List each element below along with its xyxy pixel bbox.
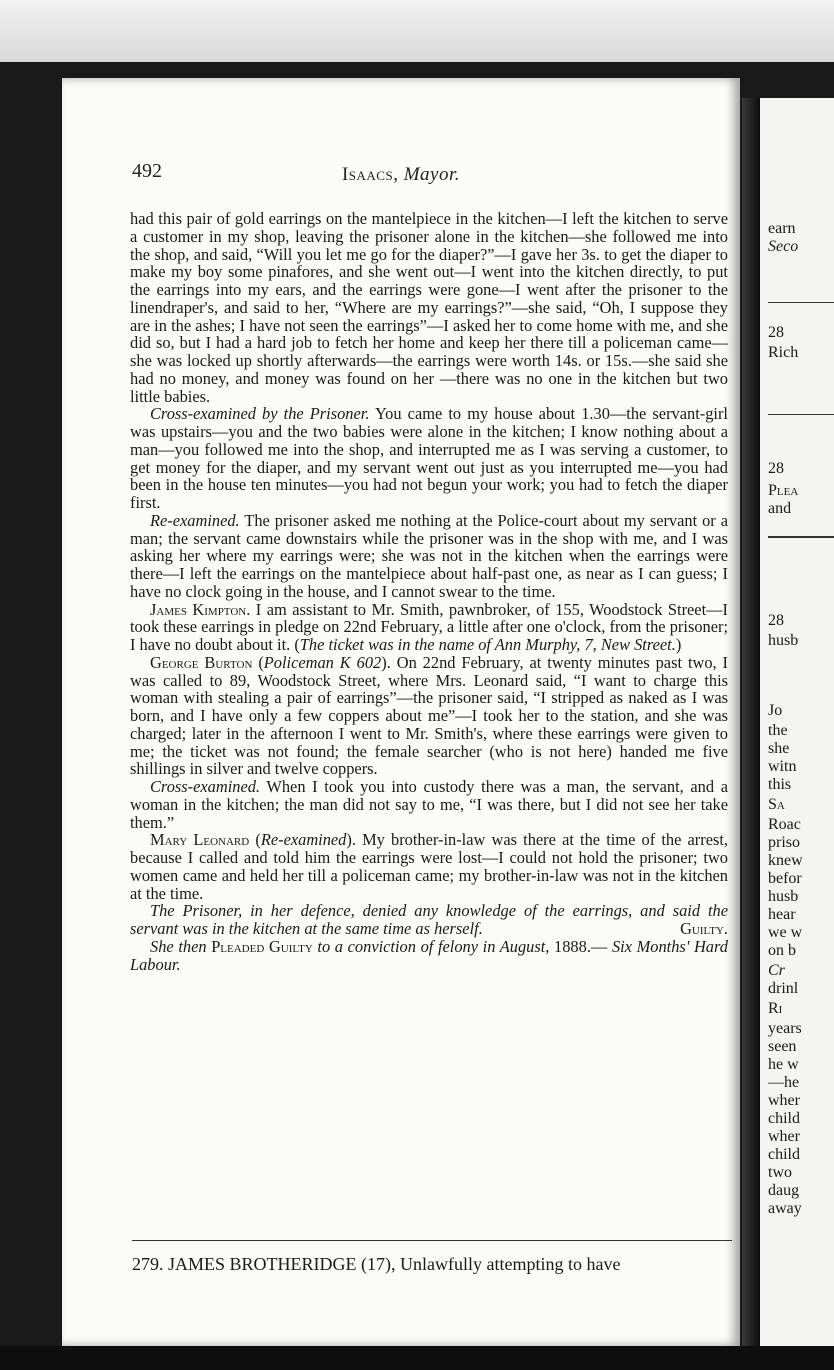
facing-text: he w [768,1056,799,1073]
facing-text: priso [768,834,800,851]
facing-text: seen [768,1038,797,1055]
facing-text: wher [768,1128,800,1145]
sentence-text: Six Months' Hard Labour. [130,936,728,974]
facing-text: on b [768,942,796,959]
page-number: 492 [132,160,162,182]
case-divider [132,1240,732,1241]
plea: Pleaded Guilty [211,936,313,956]
book-page [62,78,740,1346]
facing-text: Seco [768,238,799,255]
facing-text: Ri [768,1000,783,1017]
paragraph-cross-examined [130,778,728,831]
facing-rule [768,536,834,538]
editorial-note: The ticket was in the name of Ann Murphy, 7, New Street. [299,635,676,654]
defendant-age: (17), [361,1254,396,1274]
witness-role: Re-examined [260,830,347,850]
scanner-bottom-edge [0,1346,834,1370]
paragraph-1 [130,210,728,405]
running-head [62,164,740,186]
facing-text: Plea [768,482,799,499]
facing-text: daug [768,1182,800,1199]
facing-text: child [768,1110,800,1127]
section-label: Cross-examined. [150,777,261,796]
facing-rule [768,414,834,415]
paragraph-james-kimpton [130,601,728,654]
defendant-name: JAMES BROTHERIDGE [168,1254,357,1274]
facing-text: we w [768,924,803,941]
paragraph-mary-leonard [130,831,728,902]
facing-text: the [768,722,788,739]
facing-text: drinl [768,980,799,997]
facing-text: Sa [768,796,785,813]
verdict: Guilty. [680,919,728,938]
sentence-text: , 1888.— [545,936,608,956]
paragraph-sentence [130,938,728,974]
paragraph-text: ( [249,830,261,850]
facing-page-edge [760,98,834,1346]
facing-text: wher [768,1092,800,1109]
book-spine [742,98,760,1346]
page-body [130,210,728,973]
witness-name: James Kimpton. [150,599,251,619]
running-head-title: Mayor. [403,164,461,185]
facing-text: two [768,1164,792,1181]
facing-text: she [768,740,790,757]
facing-text: years [768,1020,802,1037]
witness-name: Mary Leonard [150,830,250,850]
witness-name: George Burton [150,652,253,672]
scanner-top-edge [0,0,834,62]
paragraph-text: ). On 22nd February, at twenty minutes past two, I was called to 89, Woodstock Street, where Mrs. Leonard said, “I want to charge this woman with stealing a pair of earrings”—the prisoner said, “I stripped as naked as I was born, and I have only a few coppers about me”—I took her to the station, and she was charged; later in the afternoon I went to Mr. Smith's, where these earrings were given to me; the ticket was not found; the female searcher (who is not here) handed me five shillings in silver and twelve coppers. [130,652,729,779]
facing-text: Jo [768,702,783,719]
facing-text: 28 [768,324,784,341]
paragraph-re-examined [130,512,728,601]
facing-text: this [768,776,792,793]
sentence-text: to a conviction of felony in [312,936,500,956]
facing-rule [768,302,834,303]
charge-text: Unlawfully attempting to have [400,1254,621,1274]
running-head-name: Isaacs, [341,164,399,185]
facing-text: befor [768,870,802,887]
facing-text: child [768,1146,800,1163]
paragraph-text: I am assistant to Mr. Smith, pawnbroker, of 155, Woodstock Street—I took these earrings in pledge on 22nd February, a little after one o'clock, from the prisoner; I have no doubt about it. ( [130,599,728,654]
sentence-text: August [499,936,546,956]
facing-text: hear [768,906,796,923]
facing-text: knew [768,852,803,869]
paragraph-text: The prisoner asked me nothing at the Police-court about my servant or a man; the servant came downstairs while the prisoner was in the shop with me, and I was asking her where my earrings were; she was not in the kitchen when the earrings were there—I left the earrings on the mantelpiece about half-past one, as near as I can guess; I have no clock going in the house, and I cannot swear to the time. [130,510,728,601]
facing-text: 28 [768,612,784,629]
paragraph-text: ) [675,635,682,654]
paragraph-defence [130,902,728,938]
facing-text: —he [768,1074,800,1091]
paragraph-text: had this pair of gold earrings on the mantelpiece in the kitchen—I left the kitchen to serve a customer in my shop, leaving the prisoner alone in the kitchen—she followed me into the shop, and said, “Will you let me go for the diaper?”—I gave her 3s. to get the diaper to make my boy some pinafores, and she went out—I went into the kitchen directly, to put the earrings into my ears, and the earrings were gone—I went after the prisoner to the linendraper's, and said to her, “Where are my earrings?”—she said, “Oh, I suppose they are in the ashes; I have not seen the earrings”—I asked her to come home with me, and she did so, but I had a hard job to fetch her home and keep her there till a policeman came—she was locked up shortly afterwards—the earrings were worth 14s. or 15s.—she said she had no money, and money was found on her —there was no one in the kitchen but two little babies. [130,209,728,406]
paragraph-george-burton [130,654,728,778]
paragraph-cross-examined-prisoner [130,405,728,512]
facing-text: Cr [768,962,785,979]
paragraph-text: When I took you into custody there was a man, the servant, and a woman in the kitchen; the man did not say to me, “I was there, but I did not see her take them.” [130,777,728,832]
facing-text: Rich [768,344,799,361]
case-number: 279. [132,1254,164,1274]
paragraph-text: ( [252,652,264,672]
section-label: Cross-examined by the Prisoner. [150,404,370,424]
sentence-text: She then [150,936,212,956]
facing-text: husb [768,632,799,649]
facing-text: and [768,500,792,517]
next-case-heading [132,1254,732,1275]
facing-text: 28 [768,460,784,477]
witness-role: Policeman K 602 [263,652,382,672]
facing-text: away [768,1200,802,1217]
facing-text: Roac [768,816,801,833]
section-label: Re-examined. [150,510,240,530]
defence-statement: The Prisoner, in her defence, denied any knowledge of the earrings, and said the servant was in the kitchen at the same time as herself. [130,901,728,938]
facing-text: husb [768,888,799,905]
facing-text: witn [768,758,797,775]
paragraph-text: You came to my house about 1.30—the servant-girl was upstairs—you and the two babies were alone in the kitchen; I know nothing about a man—you followed me into the shop, and interrupted me as I was serving a customer, to get money for the diaper, and my servant went out just as you interrupted me—you had been in the house ten minutes—you had not begun your work; you had to fetch the diaper first. [130,404,728,512]
paragraph-text: ). My brother-in-law was there at the time of the arrest, because I called and told him the earrings were lost—I could not hold the prisoner; two women came and held her till a policeman came; my brother-in-law was not in the kitchen at the time. [130,830,729,903]
facing-text: earn [768,220,796,237]
